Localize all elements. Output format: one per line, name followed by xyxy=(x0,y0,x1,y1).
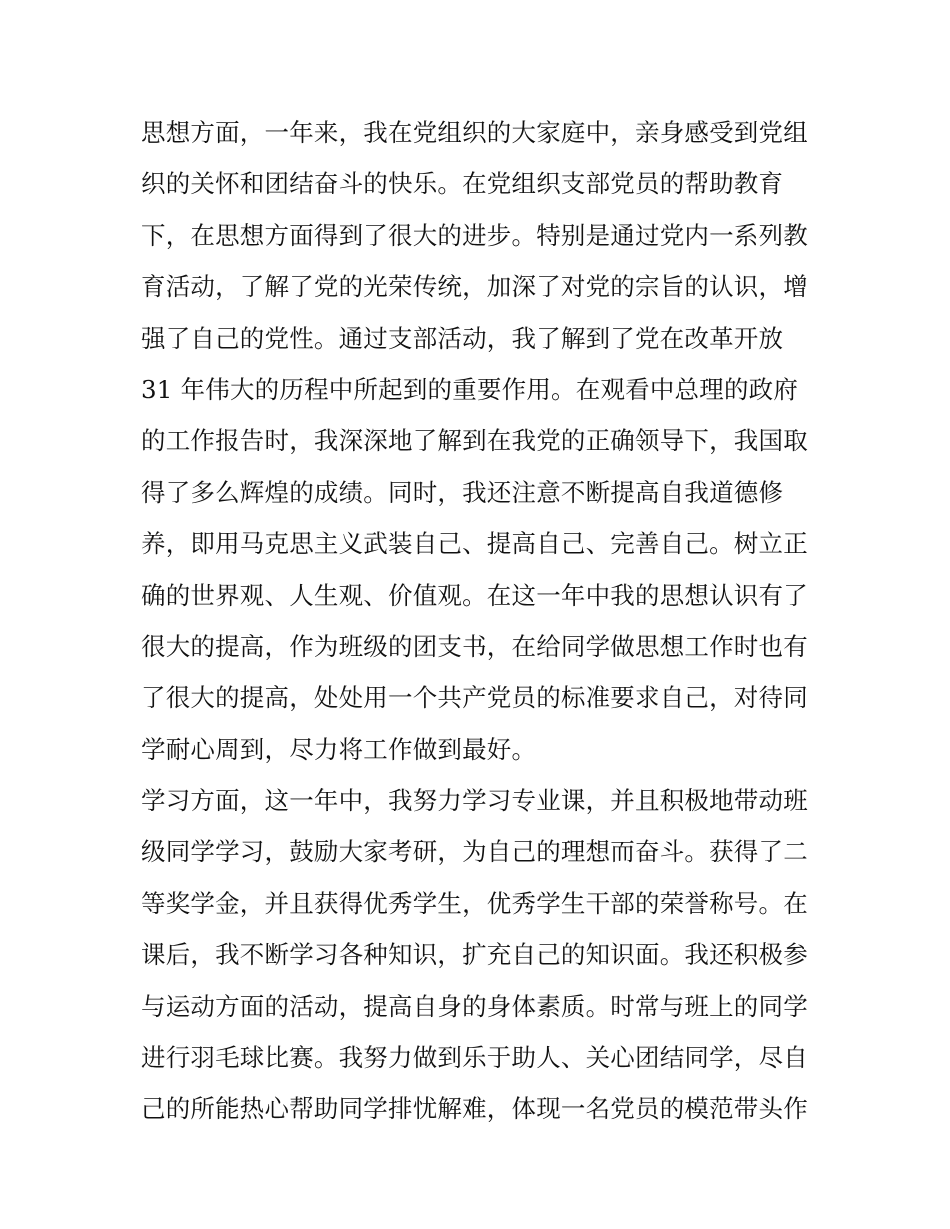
text-line: 课后，我不断学习各种知识，扩充自己的知识面。我还积极参 xyxy=(141,940,808,970)
text-line: 学习方面，这一年中，我努力学习专业课，并且积极地带动班 xyxy=(141,786,808,816)
text-line: 强了自己的党性。通过支部活动，我了解到了党在改革开放 xyxy=(141,323,784,353)
text-line: 学耐心周到，尽力将工作做到最好。 xyxy=(141,734,537,764)
text-line: 进行羽毛球比赛。我努力做到乐于助人、关心团结同学，尽自 xyxy=(141,1043,808,1073)
text-line: 31 年伟大的历程中所起到的重要作用。在观看中总理的政府 xyxy=(141,374,799,404)
text-line: 了很大的提高，处处用一个共产党员的标准要求自己，对待同 xyxy=(141,683,808,713)
text-line: 织的关怀和团结奋斗的快乐。在党组织支部党员的帮助教育 xyxy=(141,169,784,199)
text-line: 思想方面，一年来，我在党组织的大家庭中，亲身感受到党组 xyxy=(141,118,808,147)
body-text xyxy=(141,107,821,1135)
text-line: 与运动方面的活动，提高自身的身体素质。时常与班上的同学 xyxy=(141,991,808,1021)
text-line: 的工作报告时，我深深地了解到在我党的正确领导下，我国取 xyxy=(141,426,808,456)
text-line: 级同学学习，鼓励大家考研，为自己的理想而奋斗。获得了二 xyxy=(141,837,808,867)
text-line: 等奖学金，并且获得优秀学生，优秀学生干部的荣誉称号。在 xyxy=(141,888,808,918)
text-line: 育活动，了解了党的光荣传统，加深了对党的宗旨的认识，增 xyxy=(141,272,808,302)
text-line: 得了多么辉煌的成绩。同时，我还注意不断提高自我道德修 xyxy=(141,477,784,507)
text-line: 很大的提高，作为班级的团支书，在给同学做思想工作时也有 xyxy=(141,631,808,661)
text-line: 确的世界观、人生观、价值观。在这一年中我的思想认识有了 xyxy=(141,580,808,610)
text-line: 养，即用马克思主义武装自己、提高自己、完善自己。树立正 xyxy=(141,529,808,559)
text-line: 己的所能热心帮助同学排忧解难，体现一名党员的模范带头作 xyxy=(141,1094,808,1124)
text-line: 下，在思想方面得到了很大的进步。特别是通过党内一系列教 xyxy=(141,220,808,250)
